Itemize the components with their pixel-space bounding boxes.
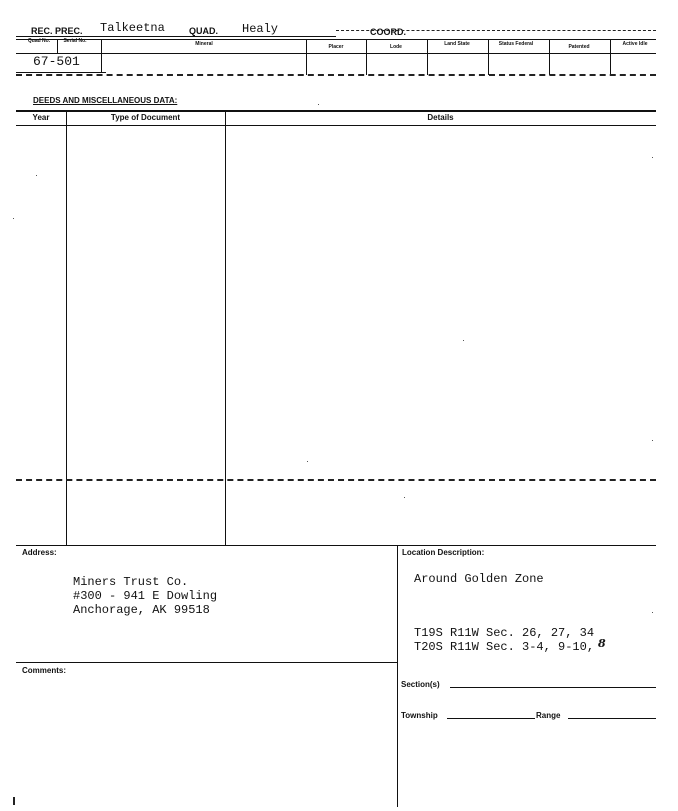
scan-speck (13, 218, 14, 219)
patented-label: Patented (568, 44, 590, 50)
address-line2: #300 - 941 E Dowling (73, 589, 218, 603)
section-label: Section(s) (401, 680, 440, 689)
location-label: Location Description: (402, 548, 485, 557)
details-column-header: Details (427, 113, 454, 122)
rec-prec-label: REC. PREC. (31, 26, 83, 36)
quad-value: Healy (242, 22, 279, 36)
header-top-rule (16, 36, 336, 37)
scan-speck (404, 497, 405, 498)
address-line1: Miners Trust Co. (73, 575, 189, 589)
quad-serial-value: 67-501 (33, 54, 80, 69)
scan-speck (307, 461, 308, 462)
serial-no-label: Serial No. (63, 38, 87, 44)
year-column-header: Year (32, 113, 50, 122)
deeds-dashed-separator (16, 479, 656, 481)
deeds-header-rule (16, 125, 656, 126)
type-column-header: Type of Document (110, 113, 181, 122)
record-bottom-rule (16, 72, 106, 73)
placer-label: Placer (328, 44, 344, 50)
header-rule (16, 39, 656, 40)
scan-speck (652, 157, 653, 158)
header-divider (306, 39, 307, 75)
record-bottom-dashed (16, 74, 656, 76)
column-header-rule (16, 53, 656, 54)
deeds-heading: DEEDS AND MISCELLANEOUS DATA: (33, 96, 178, 105)
coord-label: COORD. (370, 27, 406, 37)
land-state-label: Land State (444, 41, 470, 47)
header-divider (610, 39, 611, 75)
address-line3: Anchorage, AK 99518 (73, 603, 210, 617)
section-blank-line (450, 687, 656, 688)
deeds-top-rule (16, 110, 656, 112)
location-handwritten-addition: 8 (598, 637, 606, 650)
scan-speck (36, 175, 37, 176)
range-label: Range (536, 711, 561, 720)
comments-label: Comments: (22, 666, 67, 675)
township-blank-line (447, 718, 535, 719)
quad-label: QUAD. (189, 26, 218, 36)
mineral-label: Mineral (195, 41, 213, 47)
address-label: Address: (22, 548, 57, 557)
rec-prec-value: Talkeetna (100, 21, 165, 35)
location-line2: T20S R11W Sec. 3-4, 9-10, (414, 640, 595, 654)
scan-speck (652, 612, 653, 613)
active-idle-label: Active Idle (622, 41, 648, 47)
lode-label: Lode (390, 44, 402, 50)
location-line1: T19S R11W Sec. 26, 27, 34 (414, 626, 595, 640)
lower-center-divider (397, 545, 398, 807)
location-description: Around Golden Zone (414, 572, 544, 586)
header-divider (366, 39, 367, 75)
lower-top-rule (16, 545, 656, 546)
range-blank-line (568, 718, 656, 719)
scan-speck (652, 440, 653, 441)
header-divider (57, 39, 58, 53)
scan-speck (318, 104, 319, 105)
township-label: Township (401, 711, 438, 720)
address-bottom-rule (16, 662, 397, 663)
header-divider (427, 39, 428, 75)
header-divider (488, 39, 489, 75)
header-divider (549, 39, 550, 75)
header-top-rule-dashed (336, 30, 656, 31)
scan-speck (13, 797, 15, 805)
status-federal-label: Status Federal (498, 41, 534, 47)
header-divider (101, 39, 102, 73)
scan-speck (463, 340, 464, 341)
quad-no-label: Quad No. (27, 38, 51, 44)
